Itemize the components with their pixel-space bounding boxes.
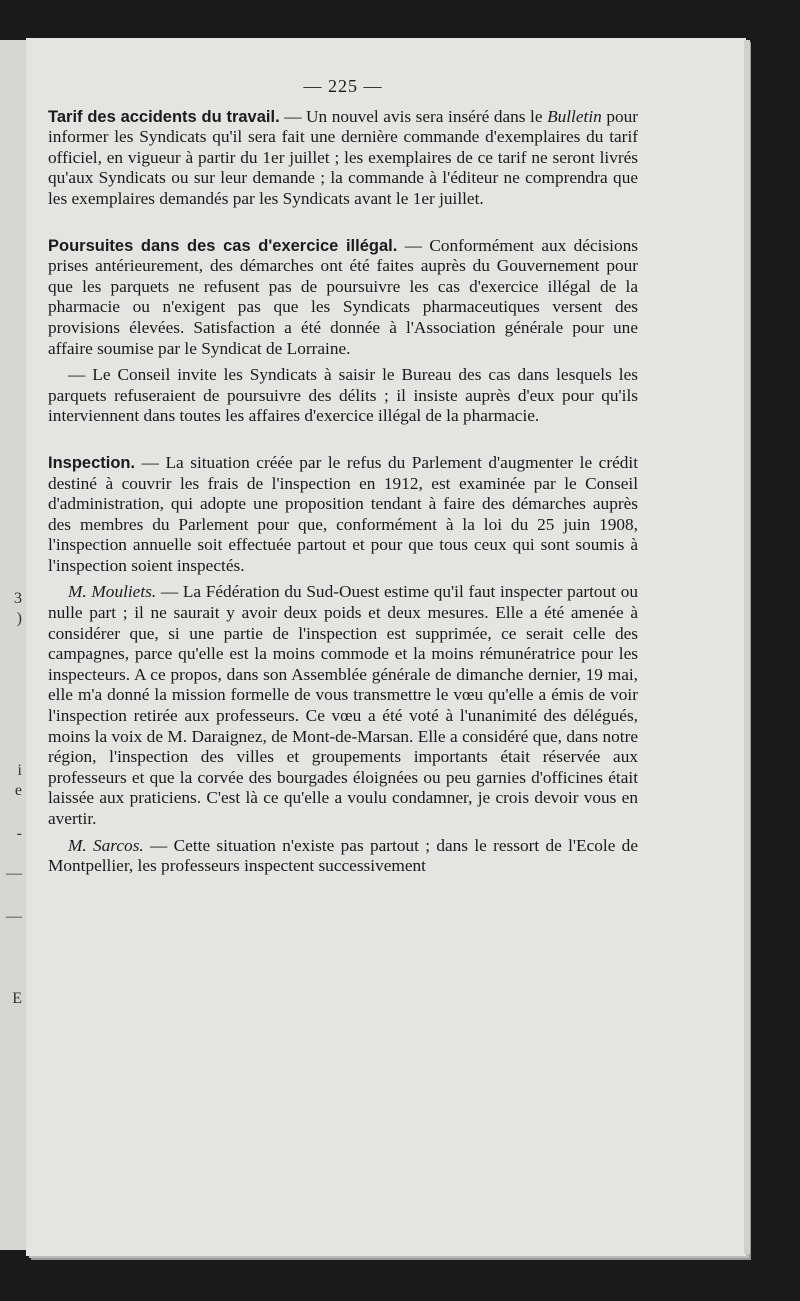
page-number: — 225 —: [303, 76, 383, 96]
margin-mark: —: [6, 908, 22, 925]
margin-mark: -: [16, 825, 22, 842]
paragraph-sarcos: M. Sarcos. — Cette situation n'existe pas partout ; dans le ressort de l'Ecole de Montpellier, les professeurs inspectent successivement: [48, 835, 638, 876]
paragraph-mouliets: M. Mouliets. — La Fédération du Sud-Ouest estime qu'il faut inspecter partout ou nulle part ; il ne saurait y avoir deux poids et deux mesures. Elle a été amenée à considérer que, si une partie de l'inspection est supprimée, ce serait celle des campagnes, parce qu'elle est la moins commode et la moins rémunératrice pour les inspecteurs. A ce propos, dans son Assemblée générale de dimanche dernier, 19 mai, elle m'a donné la mission formelle de vous transmettre le vœu qu'elle a émis de voir l'inspection retirée aux professeurs. Ce vœu a été voté à l'unanimité des délégués, moins la voix de M. Daraignez, de Mont-de-Marsan. Elle a considéré que, dans notre région, l'inspection des villes et groupements importants était réservée aux professeurs et que la corvée des bourgades éloignées ou peu garnies d'officines était laissée aux praticiens. C'est là ce qu'elle a voulu condamner, je crois devoir vous en avertir.: [48, 582, 638, 828]
margin-mark: i: [17, 762, 22, 779]
heading-inspection: Inspection.: [48, 453, 136, 472]
heading-poursuites: Poursuites dans des cas d'exercice illégal.: [48, 236, 398, 255]
margin-mark: —: [6, 865, 22, 882]
page-edge: [744, 40, 750, 1254]
paragraph-inspection: Inspection. — La situation créée par le refus du Parlement d'augmenter le crédit destiné à couvrir les frais de l'inspection en 1912, est examinée par le Conseil d'administration, qui adopte une proposition tendant à faire des démarches auprès des membres du Parlement pour que, conformément à la loi du 25 juin 1908, l'inspection annuelle soit effectuée partout et pour que tous ceux qui sont soumis à l'inspection soient inspectés.: [48, 452, 638, 575]
adjacent-page-edge: [0, 40, 26, 1250]
page-content: [48, 76, 638, 877]
paragraph-poursuites: Poursuites dans des cas d'exercice illégal. — Conformément aux décisions prises antérieurement, des démarches ont été faites auprès du Gouvernement pour que les parquets ne refusent pas de poursuivre les cas d'exercice illégal de la pharmacie ou n'exigent pas que les Syndicats pharmaceutiques versent des provisions élevées. Satisfaction a été donnée à l'Association générale pour une affaire soumise par le Syndicat de Lorraine.: [48, 235, 638, 358]
speaker-sarcos: M. Sarcos.: [68, 835, 144, 855]
bulletin-title: Bulletin: [547, 106, 602, 126]
heading-tarif: Tarif des accidents du travail.: [48, 107, 280, 126]
margin-mark: ): [16, 610, 22, 627]
left-margin-marks: [0, 40, 26, 1250]
margin-mark: 3: [14, 590, 22, 607]
paragraph-tarif: Tarif des accidents du travail. — Un nouvel avis sera inséré dans le Bulletin pour informer les Syndicats qu'il sera fait une dernière commande d'exemplaires du tarif officiel, en vigueur à partir du 1er juillet ; les exemplaires de ce tarif ne seront livrés qu'aux Syndicats ou sur leur demande ; la commande à l'éditeur ne comprendra que les exemplaires demandés par les Syndicats avant le 1er juillet.: [48, 106, 639, 208]
margin-mark: e: [14, 782, 22, 799]
speaker-mouliets: M. Mouliets.: [68, 582, 157, 602]
paragraph-poursuites-2: — Le Conseil invite les Syndicats à saisir le Bureau des cas dans lesquels les parquets refuseraient de poursuivre des délits ; il insiste auprès d'eux pour qu'ils interviennent dans toutes les affaires d'exercice illégal de la pharmacie.: [48, 365, 638, 426]
margin-mark: E: [12, 990, 22, 1007]
